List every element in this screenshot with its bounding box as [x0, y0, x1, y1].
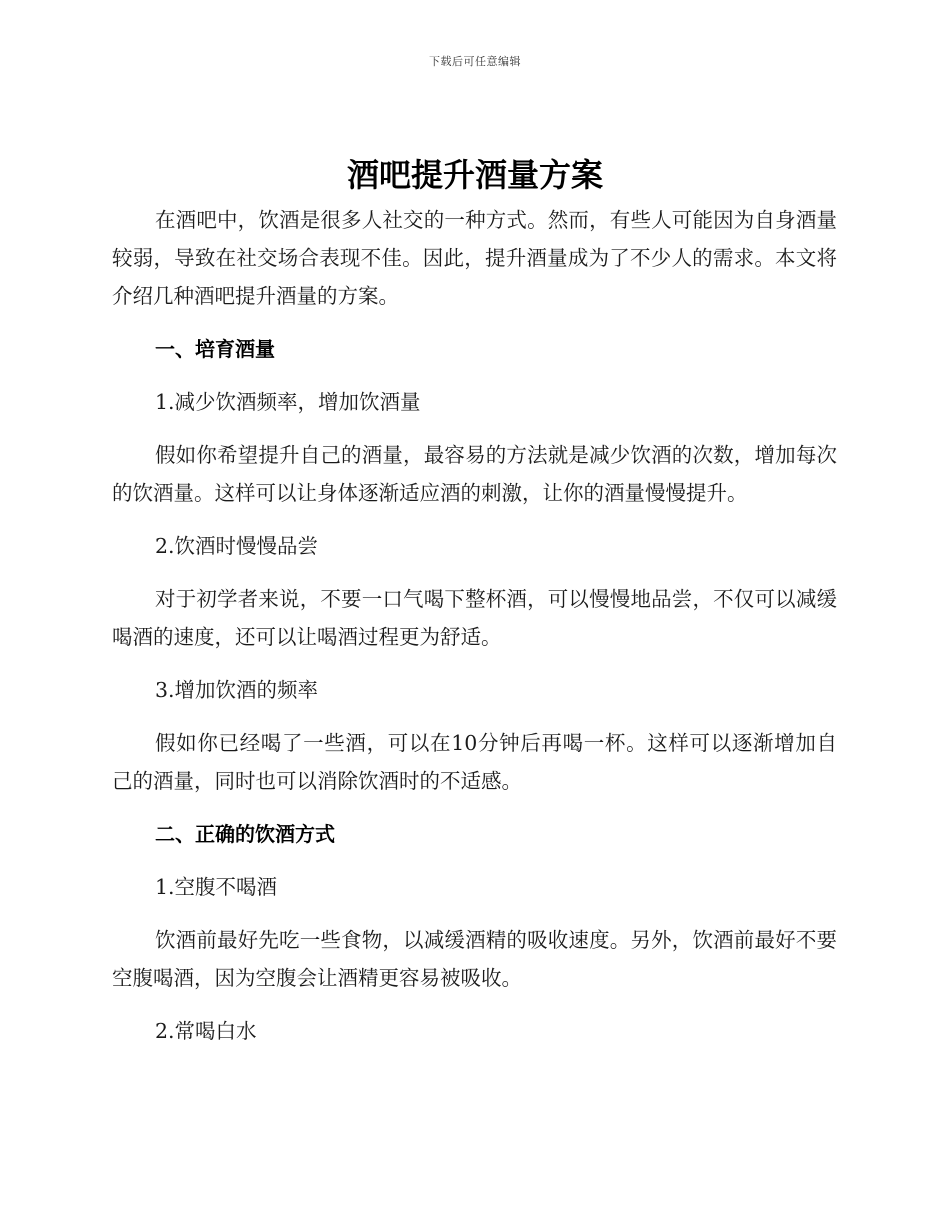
subsection-title: 3.增加饮酒的频率	[155, 678, 319, 702]
subsection-title: 2.饮酒时慢慢品尝	[155, 534, 319, 558]
subsection-paragraph: 假如你已经喝了一些酒，可以在10分钟后再喝一杯。这样可以逐渐增加自己的酒量，同时也可以消除饮酒时的不适感。	[112, 731, 837, 793]
subsection-paragraph: 假如你希望提升自己的酒量，最容易的方法就是减少饮酒的次数，增加每次的饮酒量。这样可以让身体逐渐适应酒的刺激，让你的酒量慢慢提升。	[112, 443, 837, 505]
subsection-paragraph: 对于初学者来说，不要一口气喝下整杯酒，可以慢慢地品尝，不仅可以减缓喝酒的速度，还可以让喝酒过程更为舒适。	[112, 587, 837, 649]
subsection-title: 2.常喝白水	[155, 1019, 257, 1043]
header-note: 下载后可任意编辑	[429, 55, 521, 68]
subsection-title: 1.减少饮酒频率，增加饮酒量	[155, 390, 421, 414]
document-body	[112, 201, 837, 1065]
subsection-title: 1.空腹不喝酒	[155, 875, 278, 899]
document-title: 酒吧提升酒量方案	[346, 156, 603, 194]
intro-paragraph: 在酒吧中，饮酒是很多人社交的一种方式。然而，有些人可能因为自身酒量较弱，导致在社交场合表现不佳。因此，提升酒量成为了不少人的需求。本文将介绍几种酒吧提升酒量的方案。	[112, 208, 837, 308]
subsection-paragraph: 饮酒前最好先吃一些食物，以减缓酒精的吸收速度。另外，饮酒前最好不要空腹喝酒，因为空腹会让酒精更容易被吸收。	[112, 928, 837, 990]
section-heading-2: 二、正确的饮酒方式	[155, 822, 335, 846]
section-heading-1: 一、培育酒量	[155, 337, 275, 361]
